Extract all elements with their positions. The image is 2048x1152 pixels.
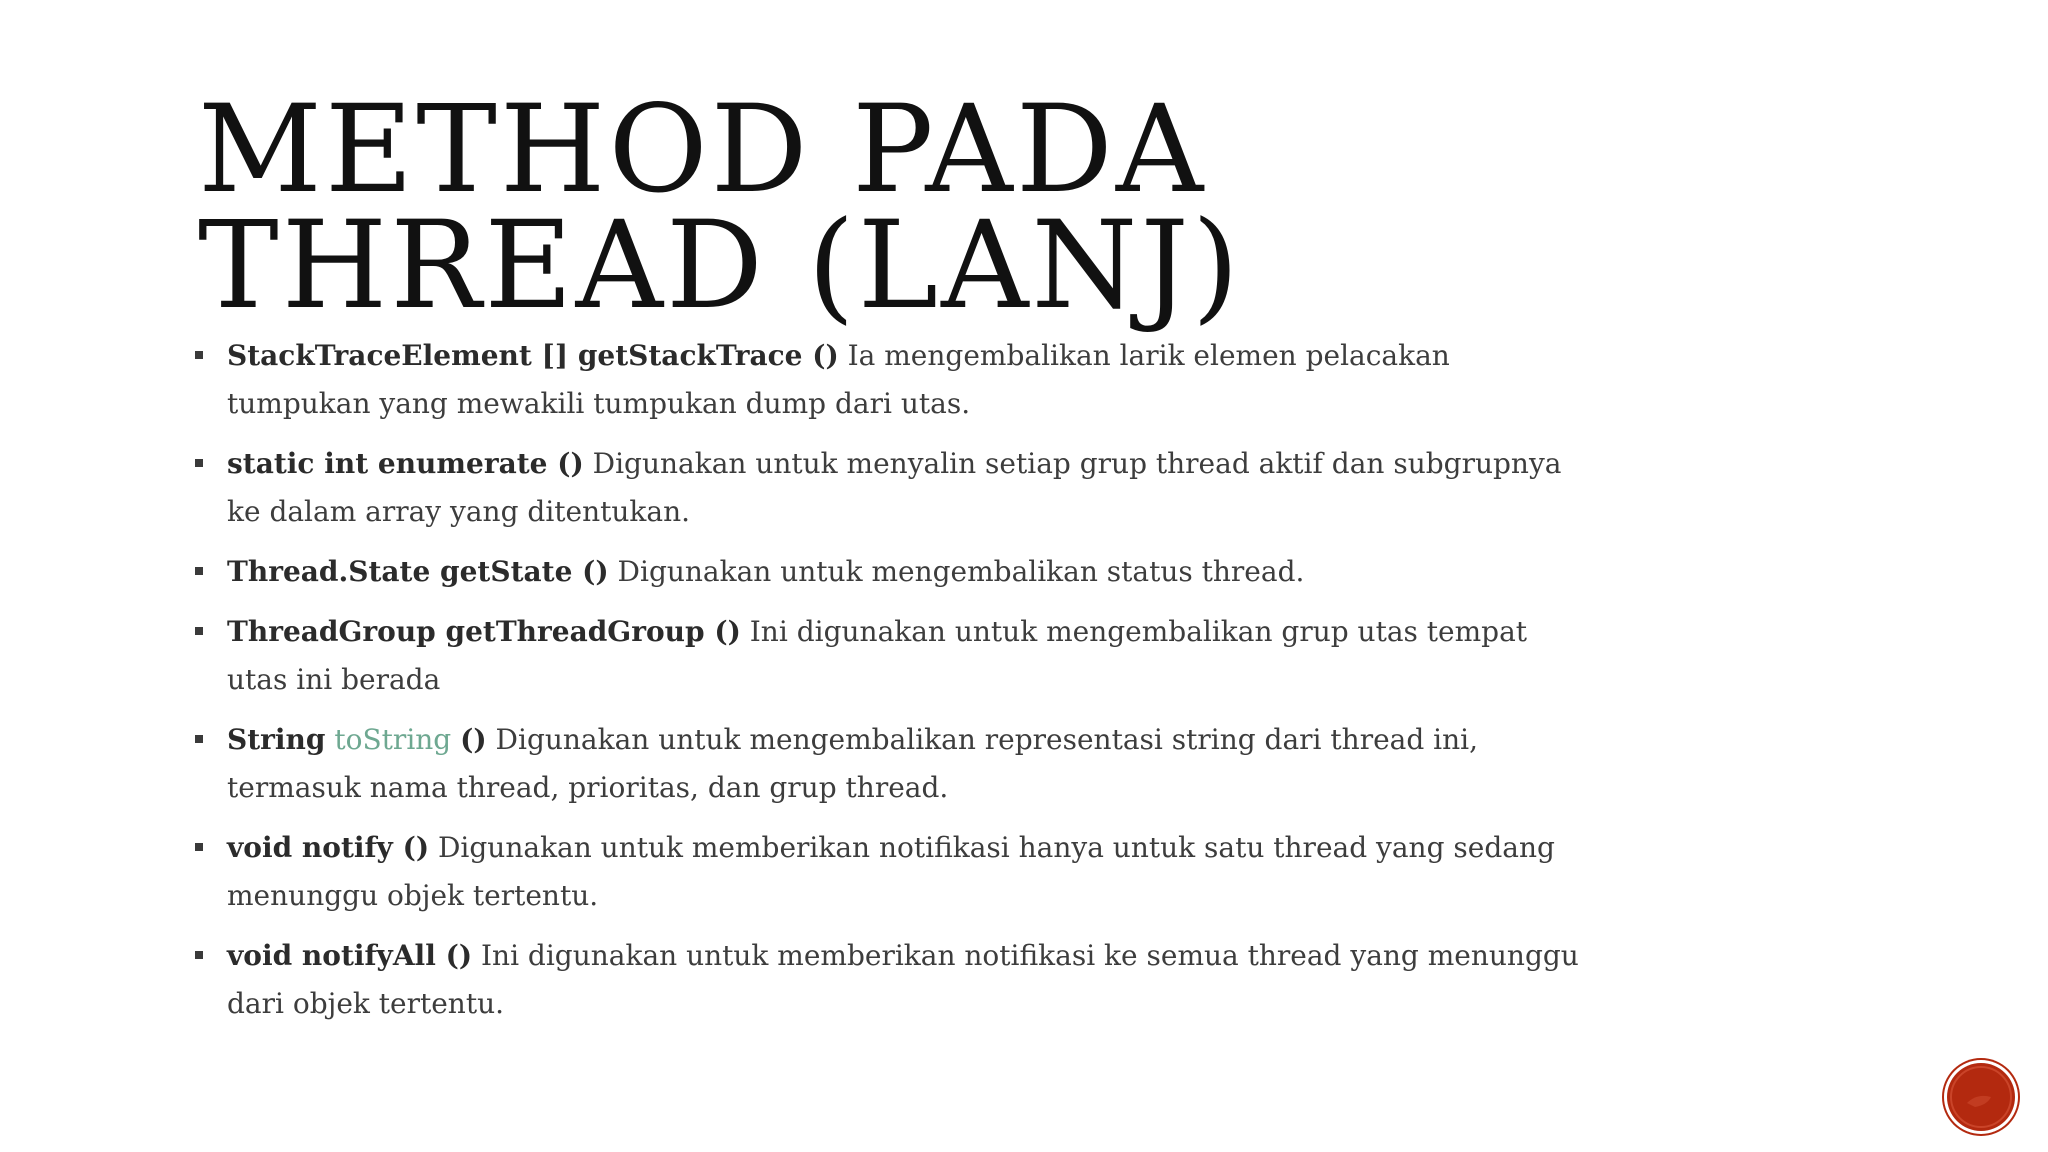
method-signature: void notify ()	[227, 831, 430, 864]
square-bullet-icon	[195, 843, 203, 851]
method-description: Digunakan untuk mengembalikan status thread.	[608, 555, 1305, 588]
list-item	[193, 716, 1593, 812]
method-signature: static int enumerate ()	[227, 447, 584, 480]
method-signature: void notifyAll ()	[227, 939, 473, 972]
list-item	[193, 332, 1593, 428]
list-item	[193, 440, 1593, 536]
method-description: Ini digunakan untuk memberikan notifikasi ke semua thread yang menunggu dari objek tertentu.	[227, 939, 1579, 1020]
next-slide-icon	[1947, 1063, 2015, 1131]
tostring-link[interactable]: toString	[334, 723, 452, 756]
list-item	[193, 932, 1593, 1028]
square-bullet-icon	[195, 951, 203, 959]
list-item	[193, 608, 1593, 704]
method-description: Digunakan untuk menyalin setiap grup thread aktif dan subgrupnya ke dalam array yang ditentukan.	[227, 447, 1562, 528]
method-signature: Thread.State getState ()	[227, 555, 609, 588]
square-bullet-icon	[195, 627, 203, 635]
square-bullet-icon	[195, 351, 203, 359]
method-description: Ia mengembalikan larik elemen pelacakan tumpukan yang mewakili tumpukan dump dari utas.	[227, 339, 1450, 420]
method-description: Ini digunakan untuk mengembalikan grup utas tempat utas ini berada	[227, 615, 1528, 696]
method-signature: ThreadGroup getThreadGroup ()	[227, 615, 741, 648]
square-bullet-icon	[195, 567, 203, 575]
next-slide-button[interactable]	[1947, 1063, 2015, 1131]
list-item	[193, 548, 1593, 596]
method-parens: ()	[460, 723, 487, 756]
square-bullet-icon	[195, 459, 203, 467]
square-bullet-icon	[195, 735, 203, 743]
list-item	[193, 824, 1593, 920]
method-description: Digunakan untuk mengembalikan representasi string dari thread ini, termasuk nama thread, prioritas, dan grup thread.	[227, 723, 1479, 804]
slide-title: METHOD PADA THREAD (LANJ)	[198, 79, 1243, 336]
method-description: Digunakan untuk memberikan notifikasi hanya untuk satu thread yang sedang menunggu objek tertentu.	[227, 831, 1555, 912]
method-return-type: String	[227, 723, 326, 756]
bullet-list	[193, 332, 1593, 1040]
method-signature: StackTraceElement [] getStackTrace ()	[227, 339, 839, 372]
